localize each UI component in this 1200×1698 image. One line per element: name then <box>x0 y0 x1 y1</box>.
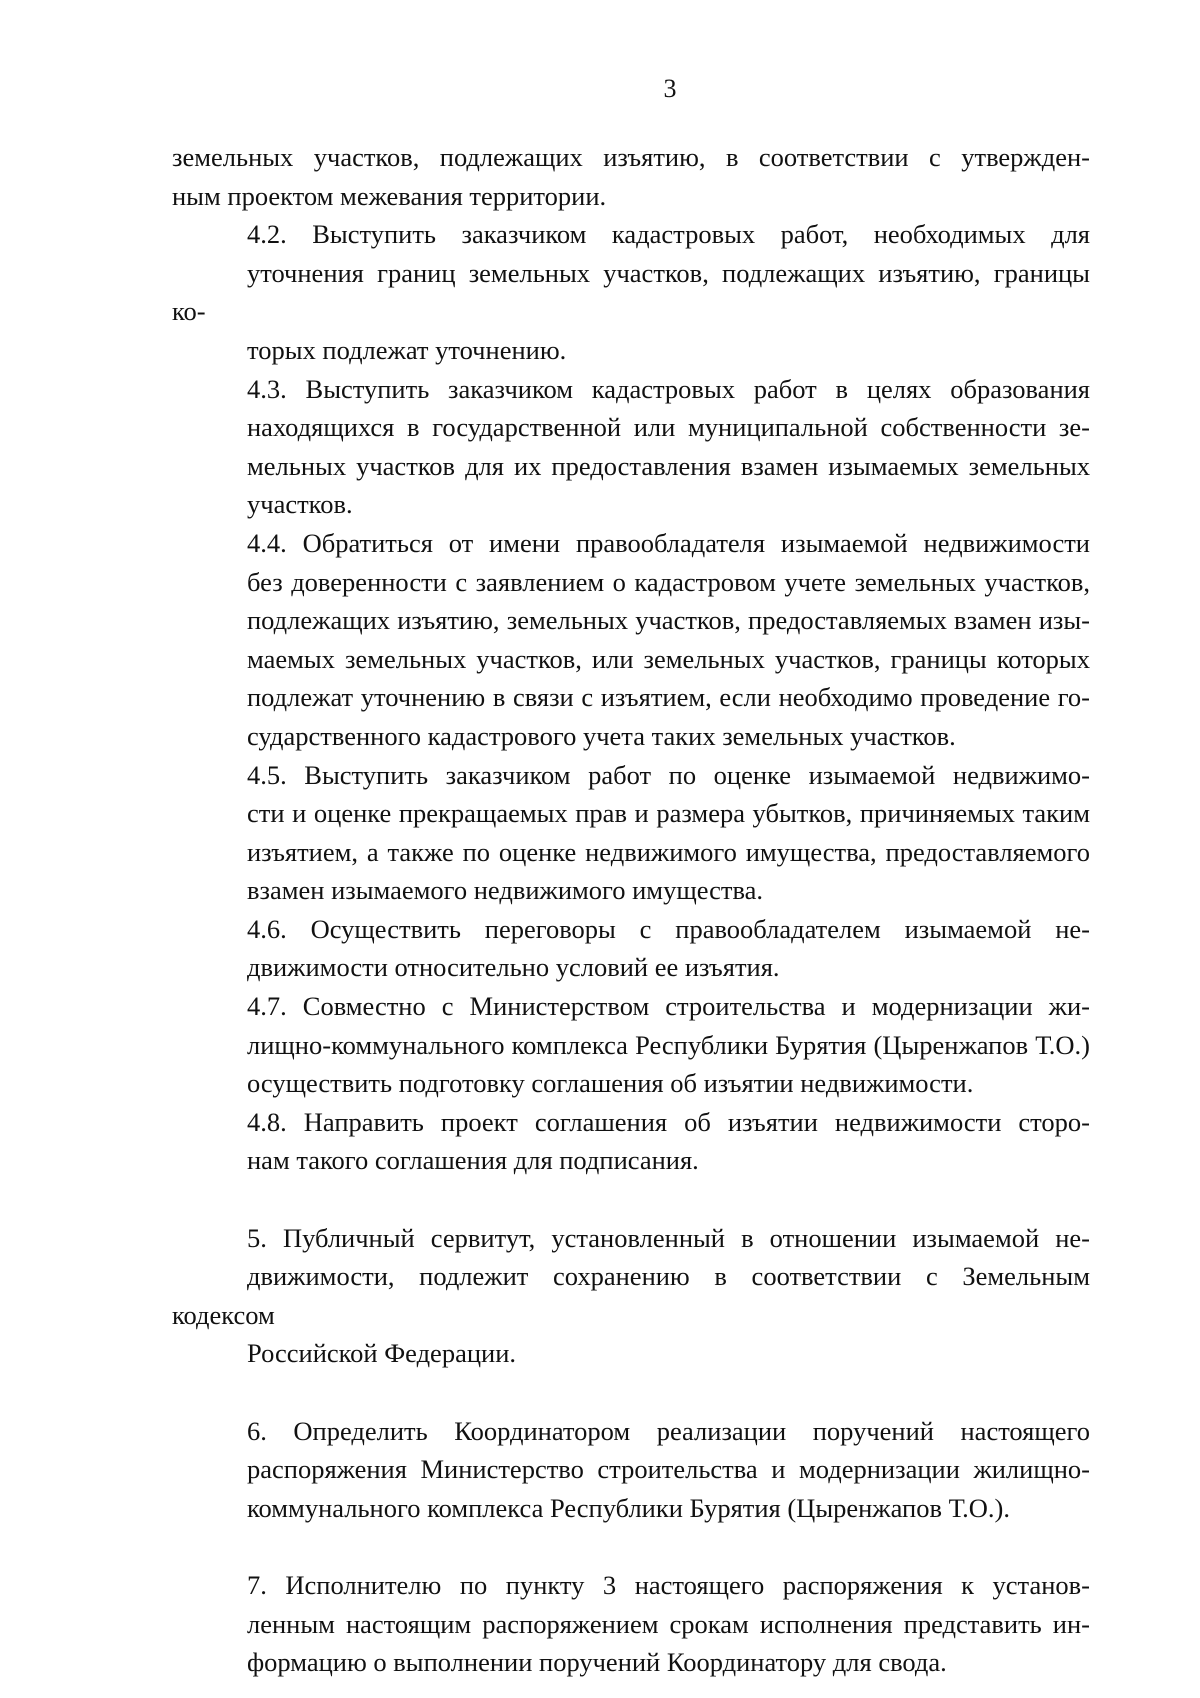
text-line: земельных участков, подлежащих изъятию, в соответствии с утвержден- <box>172 142 1090 172</box>
paragraph-gap <box>172 1527 1090 1566</box>
text-line: нам такого соглашения для подписания. <box>247 1145 699 1176</box>
text-line: изъятием, а также по оценке недвижимого имущества, предоставляемого <box>247 836 1090 867</box>
text-line: 4.5. Выступить заказчиком работ по оценке изымаемой недвижимо- <box>247 759 1090 790</box>
text-line: коммунального комплекса Республики Бурятия (Цыренжапов Т.О.). <box>247 1492 1010 1523</box>
text-line: ленным настоящим распоряжением срокам исполнения представить ин- <box>247 1608 1090 1639</box>
paragraph-4-4 <box>172 524 1090 756</box>
text-line: мельных участков для их предоставления взамен изымаемых земельных <box>247 450 1090 481</box>
paragraph-4-8 <box>172 1103 1090 1180</box>
text-line: распоряжения Министерство строительства и модернизации жилищно- <box>247 1454 1090 1485</box>
paragraph-5 <box>172 1219 1090 1373</box>
text-line: осуществить подготовку соглашения об изъятии недвижимости. <box>247 1068 974 1099</box>
text-line: сударственного кадастрового учета таких земельных участков. <box>247 720 956 751</box>
text-line: торых подлежат уточнению. <box>247 334 567 365</box>
paragraph-gap <box>172 1373 1090 1412</box>
text-line: 4.2. Выступить заказчиком кадастровых работ, необходимых для <box>247 219 1090 250</box>
text-line: ным проектом межевания территории. <box>172 180 607 211</box>
text-line: 4.4. Обратиться от имени правообладателя изымаемой недвижимости <box>247 527 1090 558</box>
text-line: сти и оценке прекращаемых прав и размера убытков, причиняемых таким <box>247 798 1090 829</box>
paragraph-4-2 <box>172 215 1090 369</box>
text-line: 4.8. Направить проект соглашения об изъятии недвижимости сторо- <box>247 1106 1090 1137</box>
text-line: уточнения границ земельных участков, подлежащих изъятию, границы ко- <box>172 257 1090 327</box>
text-line: находящихся в государственной или муниципальной собственности зе- <box>247 412 1090 443</box>
paragraph-4-5 <box>172 756 1090 910</box>
paragraph-4-7 <box>172 987 1090 1103</box>
text-line: 7. Исполнителю по пункту 3 настоящего распоряжения к установ- <box>247 1569 1090 1600</box>
text-line: движимости относительно условий ее изъятия. <box>247 952 780 983</box>
paragraph-continuation <box>172 138 1090 215</box>
text-line: лищно-коммунального комплекса Республики Бурятия (Цыренжапов Т.О.) <box>247 1029 1090 1060</box>
text-line: подлежащих изъятию, земельных участков, предоставляемых взамен изы- <box>247 605 1090 636</box>
text-line: 6. Определить Координатором реализации поручений настоящего <box>247 1415 1090 1446</box>
text-line: 4.7. Совместно с Министерством строительства и модернизации жи- <box>247 991 1090 1022</box>
text-line: движимости, подлежит сохранению в соответствии с Земельным кодексом <box>172 1261 1090 1330</box>
paragraph-7 <box>172 1566 1090 1682</box>
text-line: Российской Федерации. <box>247 1338 516 1369</box>
paragraph-4-3 <box>172 370 1090 524</box>
text-line: подлежат уточнению в связи с изъятием, если необходимо проведение го- <box>247 682 1090 713</box>
text-line: взамен изымаемого недвижимого имущества. <box>247 875 764 906</box>
page-number: 3 <box>663 74 677 103</box>
paragraph-gap <box>172 1180 1090 1219</box>
text-line: без доверенности с заявлением о кадастровом учете земельных участков, <box>247 566 1090 597</box>
text-line: 5. Публичный сервитут, установленный в отношении изымаемой не- <box>247 1222 1090 1253</box>
paragraph-6 <box>172 1412 1090 1528</box>
document-body <box>172 138 1090 1682</box>
text-line: 4.3. Выступить заказчиком кадастровых работ в целях образования <box>247 373 1090 404</box>
text-line: участков. <box>247 489 353 520</box>
text-line: формацию о выполнении поручений Координатору для свода. <box>247 1647 947 1678</box>
text-line: маемых земельных участков, или земельных участков, границы которых <box>247 643 1090 674</box>
paragraph-4-6 <box>172 910 1090 987</box>
text-line: 4.6. Осуществить переговоры с правообладателем изымаемой не- <box>247 913 1090 944</box>
